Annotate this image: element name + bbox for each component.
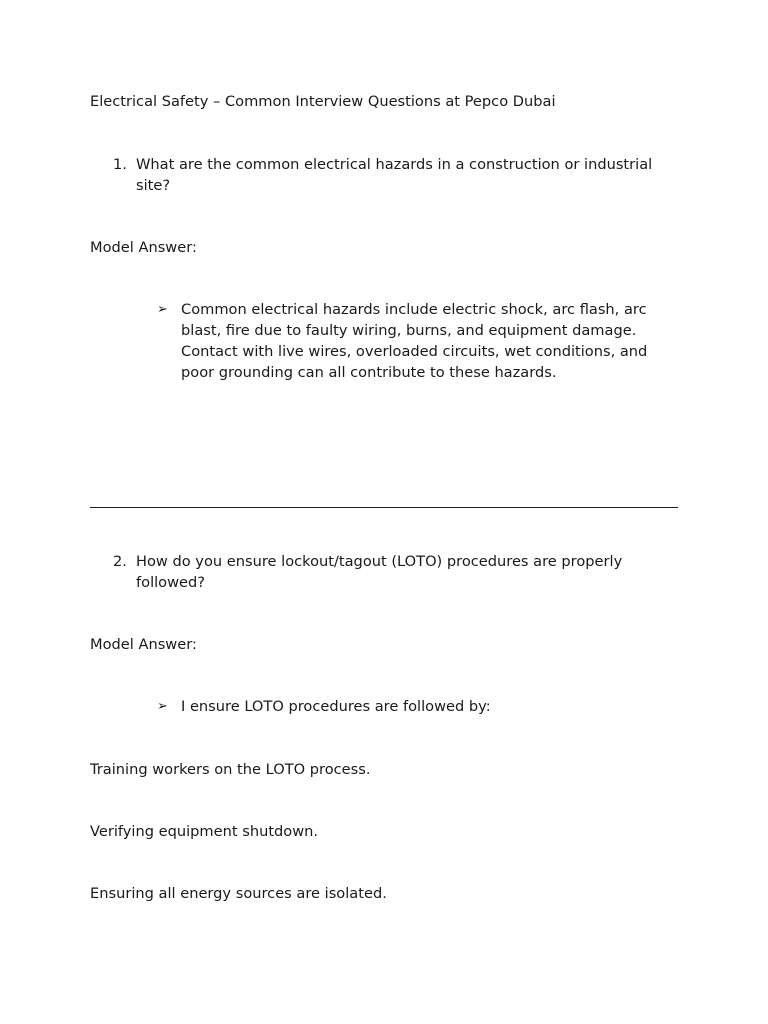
answer-step: Ensuring all energy sources are isolated. xyxy=(90,885,387,902)
question-number: 1. xyxy=(113,156,127,173)
answer-heading: Model Answer: xyxy=(90,636,197,653)
arrowhead-bullet-icon: ➢ xyxy=(157,699,168,714)
answer-step: Training workers on the LOTO process. xyxy=(90,761,371,778)
answer-bullet: I ensure LOTO procedures are followed by: xyxy=(181,698,491,715)
document-title: Electrical Safety – Common Interview Questions at Pepco Dubai xyxy=(90,93,556,110)
answer-bullet: Common electrical hazards include electric shock, arc flash, arc blast, fire due to faulty wiring, burns, and equipment damage. Contact with live wires, overloaded circuits, wet conditions, and poor grounding can all contribute to these hazards. xyxy=(181,301,648,381)
question-text: How do you ensure lockout/tagout (LOTO) procedures are properly followed? xyxy=(136,553,623,591)
answer-step: Verifying equipment shutdown. xyxy=(90,823,319,840)
question-number: 2. xyxy=(113,553,127,570)
question-text: What are the common electrical hazards in a construction or industrial site? xyxy=(136,156,653,194)
arrowhead-bullet-icon: ➢ xyxy=(157,302,168,317)
answer-heading: Model Answer: xyxy=(90,239,197,256)
section-divider xyxy=(90,507,678,508)
